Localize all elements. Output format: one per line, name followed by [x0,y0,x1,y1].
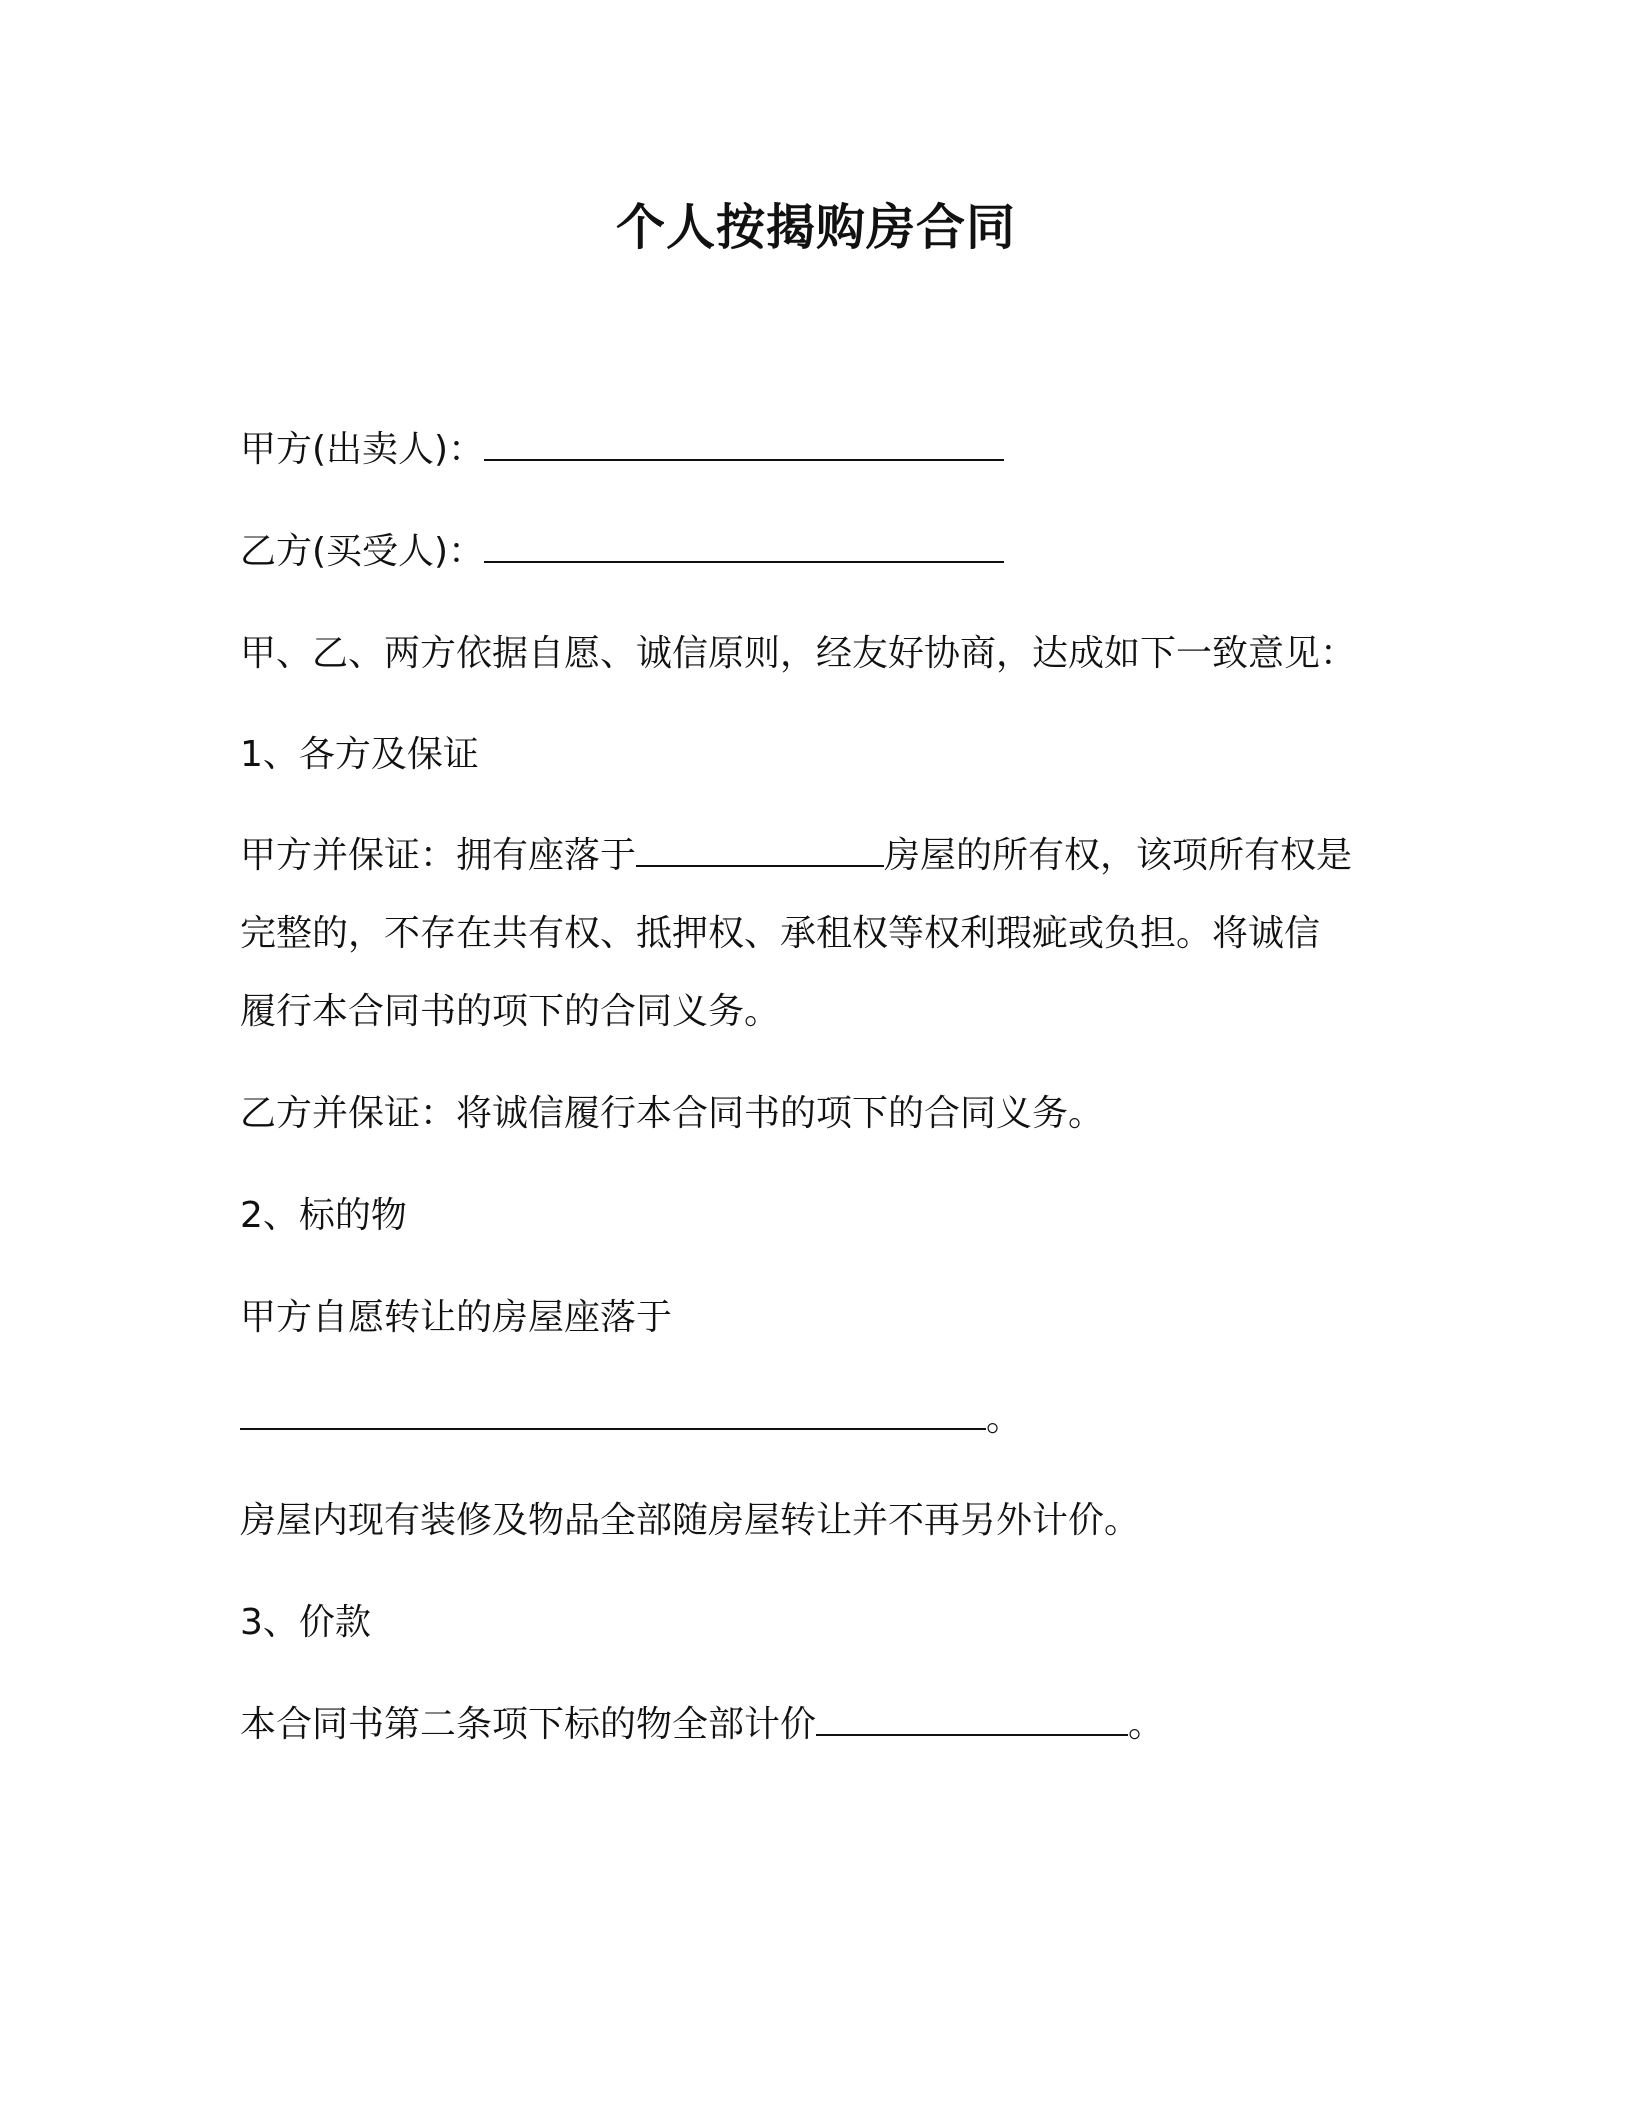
section-3-paragraph-1 [240,1699,1420,1751]
section-2-period: 。 [986,1398,1023,1439]
property-location-blank [636,831,884,867]
section-2-paragraph-1: 甲方自愿转让的房屋座落于 [240,1297,673,1338]
section-3-text-before-blank: 本合同书第二条项下标的物全部计价 [240,1704,817,1745]
price-blank [816,1700,1128,1736]
section-1-paragraph-1-line-2: 完整的，不存在共有权、抵押权、承租权等权利瑕疵或负担。将诚信 [240,913,1321,954]
section-2-paragraph-2: 房屋内现有装修及物品全部随房屋转让并不再另外计价。 [240,1500,1141,1541]
document-title: 个人按揭购房合同 [615,199,1016,256]
section-2-address-line [240,1393,1420,1445]
party-b-label: 乙方(买受人)： [240,531,485,572]
section-3-heading: 3、价款 [240,1602,371,1643]
section-2-heading: 2、标的物 [240,1195,407,1236]
party-a-blank [484,425,1004,461]
section-1-paragraph-1-line-1 [240,830,1420,882]
party-a-line [240,424,1420,476]
party-b-blank [484,527,1004,563]
intro-paragraph: 甲、乙、两方依据自愿、诚信原则，经友好协商，达成如下一致意见： [240,633,1357,674]
section-1-text-after-blank: 房屋的所有权，该项所有权是 [884,835,1353,876]
section-3-period: 。 [1128,1704,1165,1745]
section-1-heading: 1、各方及保证 [240,734,479,775]
party-b-line [240,526,1420,578]
section-1-text-before-blank: 甲方并保证：拥有座落于 [240,835,637,876]
party-a-label: 甲方(出卖人)： [240,429,485,470]
section-1-paragraph-1-line-3: 履行本合同书的项下的合同义务。 [240,991,781,1032]
transfer-address-blank [240,1394,986,1430]
section-1-paragraph-2: 乙方并保证：将诚信履行本合同书的项下的合同义务。 [240,1093,1105,1134]
